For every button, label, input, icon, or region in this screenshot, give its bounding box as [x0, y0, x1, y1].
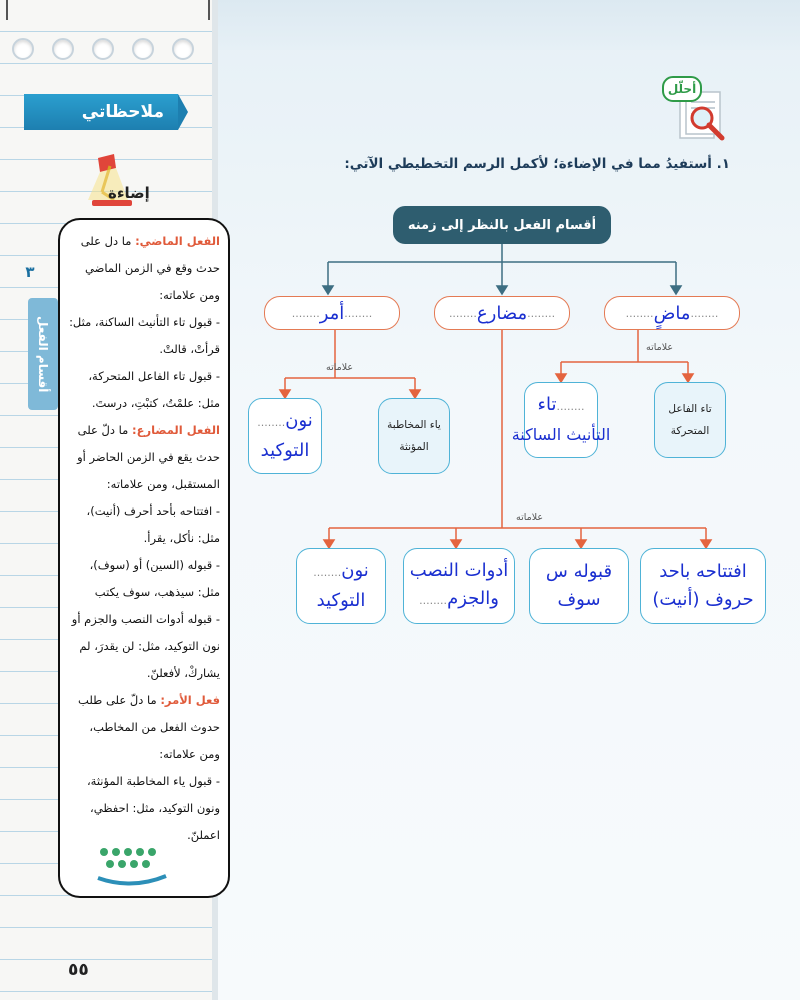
binder-ring-icon [92, 38, 114, 60]
mudari-sign-4: نون........ التوكيد [296, 548, 386, 624]
lamp-label: إضاءة [108, 184, 150, 202]
category-mudari: ........ مضارع ........ [434, 296, 570, 330]
amr-sign-answer: نون........ التوكيد [248, 398, 322, 474]
paragraph-text: - قبوله (السين) أو (سوف)، مثل: سيذهب، سوف يكتب [89, 558, 220, 599]
madi-sign-printed: تاء الفاعل المتحركة [654, 382, 726, 458]
signs-label: علاماته [646, 342, 674, 353]
term-label: الفعل الماضي: [135, 234, 220, 248]
paragraph-text: - قبول تاء الفاعل المتحركة، مثل: علمْتُ، كتبْتِ، درستَ. [88, 369, 220, 410]
notes-banner-label: ملاحظاتي [81, 102, 164, 122]
madi-answer: ماضٍ [653, 302, 691, 324]
paragraph-text: ما دلّ على حدث يقع في الزمن الحاضر أو المستقبل، ومن علاماته: [77, 423, 220, 491]
ida-paragraph [68, 363, 220, 417]
category-madi: ........ ماضٍ ........ [604, 296, 740, 330]
mudari-answer: مضارع [476, 302, 528, 324]
notes-banner [24, 94, 178, 130]
ida-paragraph [68, 498, 220, 552]
amr-sign-printed: ياء المخاطبة المؤنثة [378, 398, 450, 474]
signs-label: علاماته [326, 362, 354, 373]
category-amr: ........ أمر ........ [264, 296, 400, 330]
page-number: ٥٥ [68, 960, 89, 980]
binder-ring-icon [12, 38, 34, 60]
term-label: الفعل المضارع: [132, 423, 220, 437]
root-node: أقسام الفعل بالنظر إلى زمنه [393, 206, 611, 244]
term-label: فعل الأمر: [160, 693, 220, 707]
signs-label: علاماته [516, 512, 544, 523]
ida-paragraph [68, 417, 220, 498]
paragraph-text: ما دل على حدث وقع في الزمن الماضي ومن علاماته: [80, 234, 220, 302]
paragraph-text: - قبول تاء التأنيث الساكنة، مثل: قرأتْ، قالتْ. [69, 315, 220, 356]
question-text: ١. أستفيدُ مما في الإضاءة؛ لأكمل الرسم التخطيطي الآتي: [344, 156, 730, 172]
ida-paragraph [68, 309, 220, 363]
ida-paragraph [68, 552, 220, 606]
paragraph-text: - قبوله أدوات النصب والجزم أو نون التوكيد، مثل: لن يقدرَ، لم يشاركْ، لأفعلنّ. [71, 612, 220, 680]
ida-paragraph [68, 228, 220, 309]
ida-paragraph [68, 687, 220, 768]
margin-tick [6, 0, 8, 20]
ministry-logo-icon [92, 842, 172, 892]
binder-ring-icon [172, 38, 194, 60]
madi-sign-answer: ........تاء التأنيث الساكنة [524, 382, 598, 458]
ida-paragraph [68, 606, 220, 687]
margin-tick [208, 0, 210, 20]
paragraph-text: - قبول ياء المخاطبة المؤنثة، ونون التوكيد، مثل: احفظي، اعملنّ. [86, 774, 220, 842]
mudari-sign-1: افتتاحه باحد حروف (أنيت) [640, 548, 766, 624]
diagram-connectors [218, 0, 800, 1000]
mudari-sign-3: أدوات النصب والجزم........ [403, 548, 515, 624]
mudari-sign-2: قبوله س سوف [529, 548, 629, 624]
analyze-label: أحلّل [662, 76, 702, 102]
paragraph-text: - افتتاحه بأحد أحرف (أنيت)، مثل: نأكل، يقرأ. [86, 504, 220, 545]
ida-text-card [58, 218, 230, 898]
chapter-number: ٣ [25, 263, 35, 281]
ida-paragraph [68, 768, 220, 849]
amr-answer: أمر [319, 302, 345, 324]
paragraph-text: ما دلّ على طلب حدوث الفعل من المخاطب، ومن علاماته: [78, 693, 220, 761]
binder-ring-icon [132, 38, 154, 60]
binder-ring-icon [52, 38, 74, 60]
chapter-strip-label: أقسام الفعل [36, 315, 50, 393]
